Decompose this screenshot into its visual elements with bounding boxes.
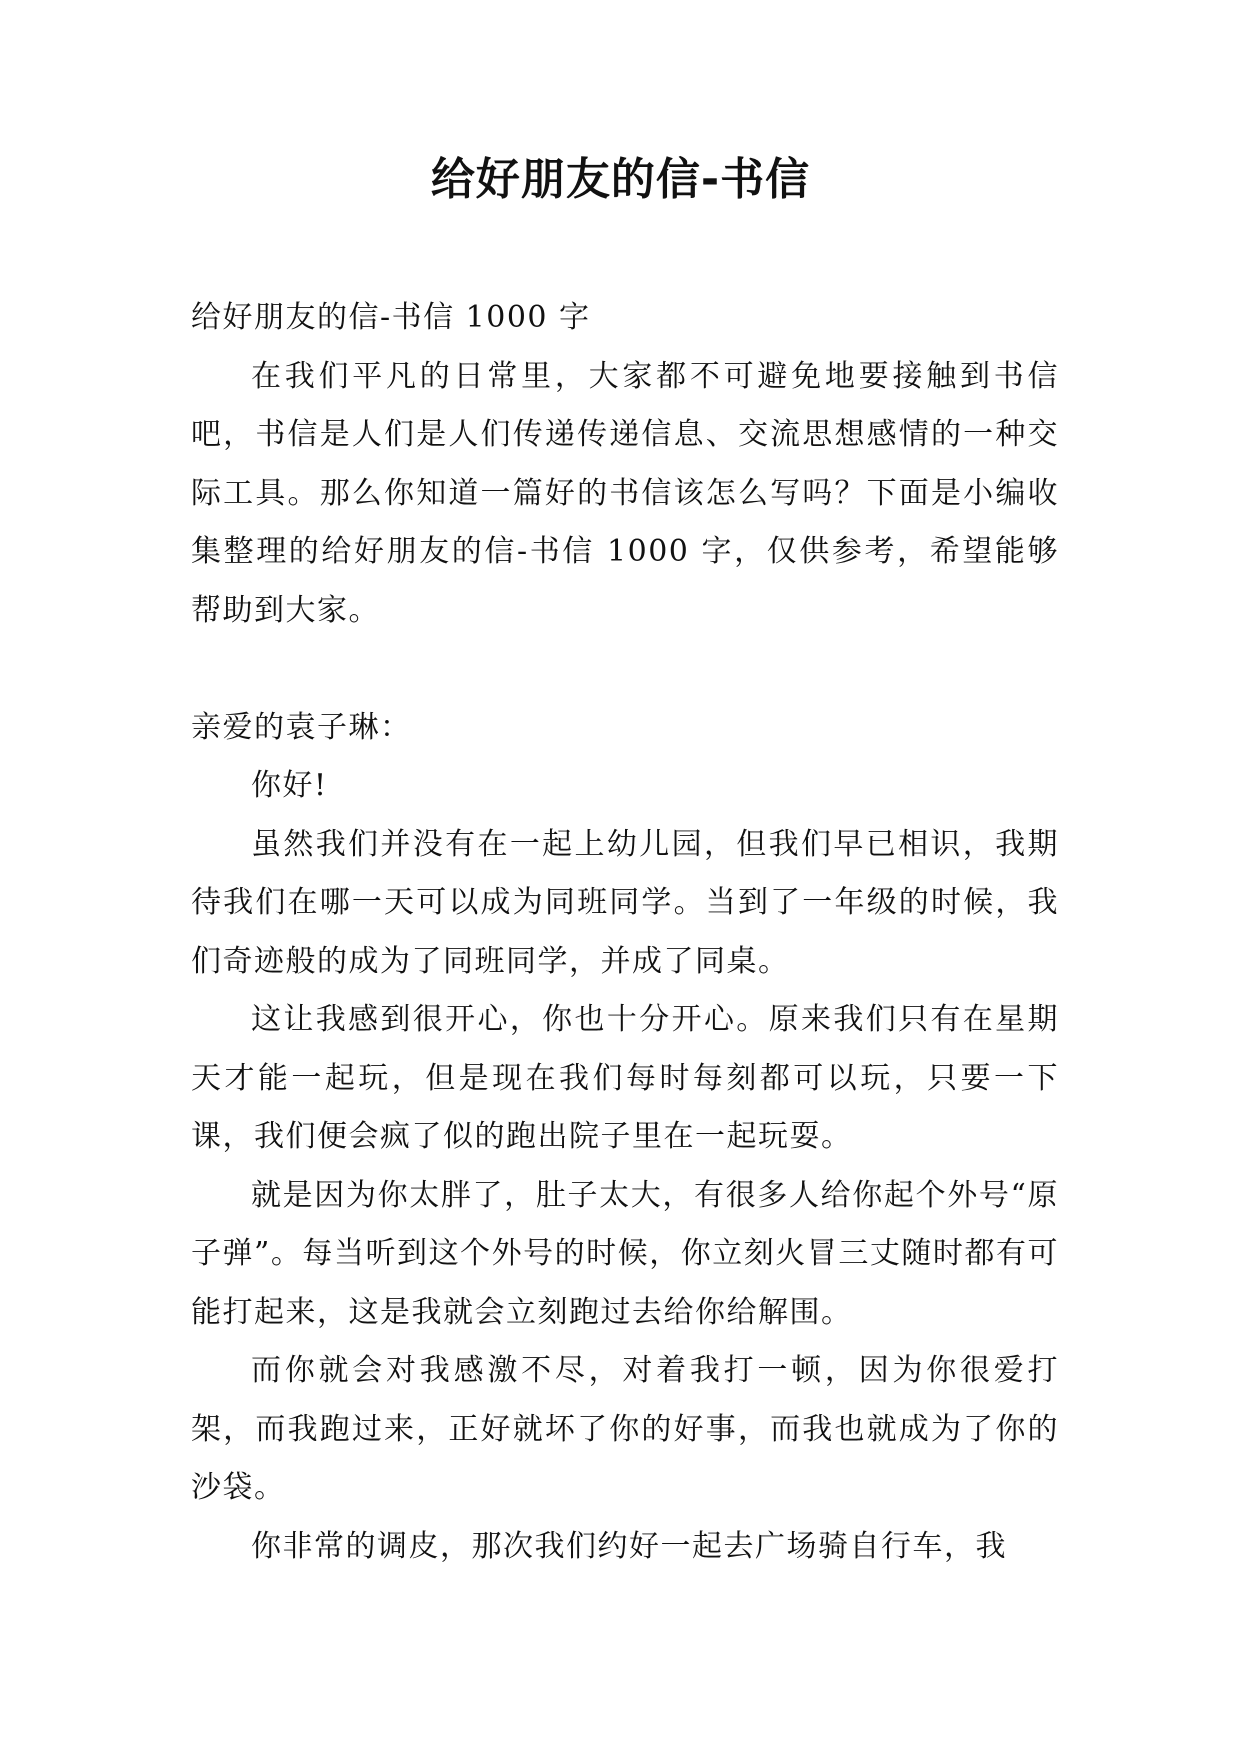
body-paragraph: 你非常的调皮，那次我们约好一起去广场骑自行车，我 bbox=[251, 1528, 1007, 1564]
intro-paragraph: 在我们平凡的日常里，大家都不可避免地要接触到书信吧，书信是人们是人们传递传递信息、交流思想感情的一种交际工具。那么你知道一篇好的书信该怎么写吗？下面是小编收集整理的给好朋友的信-书信 1000 字，仅供参考，希望能够帮助到大家。 bbox=[191, 358, 1059, 628]
letter-salutation: 亲爱的袁子琳： bbox=[191, 709, 412, 745]
body-paragraph: 而你就会对我感激不尽，对着我打一顿，因为你很爱打架，而我跑过来，正好就坏了你的好事，而我也就成为了你的沙袋。 bbox=[191, 1353, 1059, 1505]
body-paragraph: 这让我感到很开心，你也十分开心。原来我们只有在星期天才能一起玩，但是现在我们每时每刻都可以玩，只要一下课，我们便会疯了似的跑出院子里在一起玩耍。 bbox=[191, 1002, 1059, 1154]
body-paragraph: 就是因为你太胖了，肚子太大，有很多人给你起个外号“原子弹”。每当听到这个外号的时候，你立刻火冒三丈随时都有可能打起来，这是我就会立刻跑过去给你给解围。 bbox=[191, 1177, 1059, 1330]
document-subtitle: 给好朋友的信-书信 1000 字 bbox=[191, 300, 591, 335]
letter-greeting: 你好! bbox=[251, 768, 328, 803]
body-paragraph: 虽然我们并没有在一起上幼儿园，但我们早已相识，我期待我们在哪一天可以成为同班同学。当到了一年级的时候，我们奇迹般的成为了同班同学，并成了同桌。 bbox=[191, 826, 1059, 979]
document-body bbox=[191, 289, 1059, 1576]
document-title: 给好朋友的信-书信 bbox=[430, 154, 811, 205]
